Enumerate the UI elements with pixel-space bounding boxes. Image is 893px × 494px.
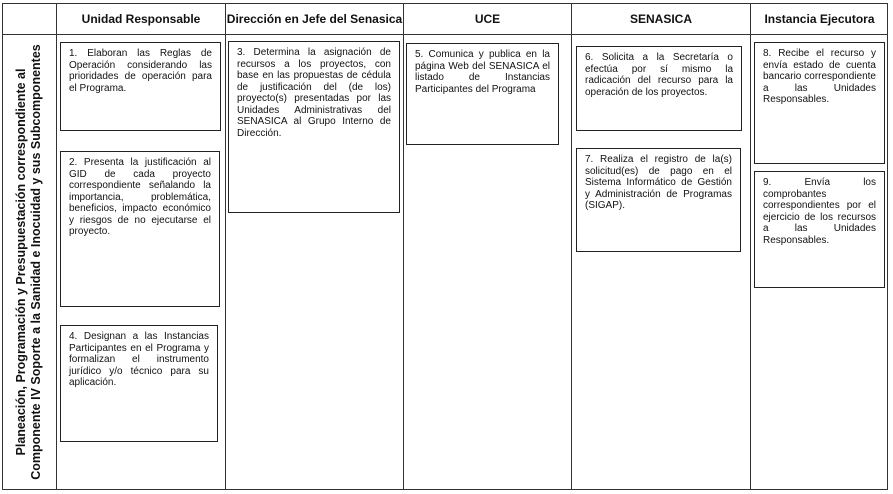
process-side-label	[3, 35, 55, 489]
header-divider	[2, 34, 888, 35]
divider	[750, 3, 751, 490]
column-header-instancia-ejecutora: Instancia Ejecutora	[764, 12, 875, 26]
step-6-box: 6. Solicita a la Secretaría o efectúa por sí mismo la radicación del recurso para la operación de los proyectos.	[576, 46, 742, 131]
step-4-box: 4. Designan a las Instancias Participantes en el Programa y formalizan el instrumento jurídico y/o técnico para su aplicación.	[60, 325, 218, 442]
column-header-uce: UCE	[474, 12, 501, 26]
divider	[571, 3, 572, 490]
column-header-direccion: Dirección en Jefe del Senasica	[226, 12, 403, 26]
side-label-text: Planeación, Programación y Presupuestación correspondiente al Componente IV Soporte a la Sanidad e Inocuidad y sus Subcomponentes	[14, 44, 43, 480]
step-5-box: 5. Comunica y publica en la página Web del SENASICA el listado de Instancias Participantes del Programa	[406, 43, 559, 145]
step-3-box: 3. Determina la asignación de recursos a los proyectos, con base en las propuestas de cédula de justificación del (de los) proyecto(s) presentadas por las Unidades Administrativas del SENASICA al Grupo Interno de Dirección.	[228, 41, 400, 213]
divider	[56, 3, 57, 490]
column-header-unidad-responsable: Unidad Responsable	[81, 12, 201, 26]
step-7-box: 7. Realiza el registro de la(s) solicitud(es) de pago en el Sistema Informático de Gestión y Administración de Programas (SIGAP).	[576, 148, 741, 252]
step-8-box: 8. Recibe el recurso y envía estado de cuenta bancario correspondiente a las Unidades Responsables.	[754, 42, 885, 164]
divider	[403, 3, 404, 490]
column-header-senasica: SENASICA	[629, 12, 692, 26]
step-2-box: 2. Presenta la justificación al GID de cada proyecto correspondiente señalando la importancia, problemática, beneficios, impacto económico y riesgos de no ejecutarse el proyecto.	[60, 151, 220, 307]
divider	[225, 3, 226, 490]
step-1-box: 1. Elaboran las Reglas de Operación considerando las prioridades de operación para el Programa.	[60, 42, 221, 131]
step-9-box: 9. Envía los comprobantes correspondientes por el ejercicio de los recursos a las Unidades Responsables.	[754, 171, 885, 288]
